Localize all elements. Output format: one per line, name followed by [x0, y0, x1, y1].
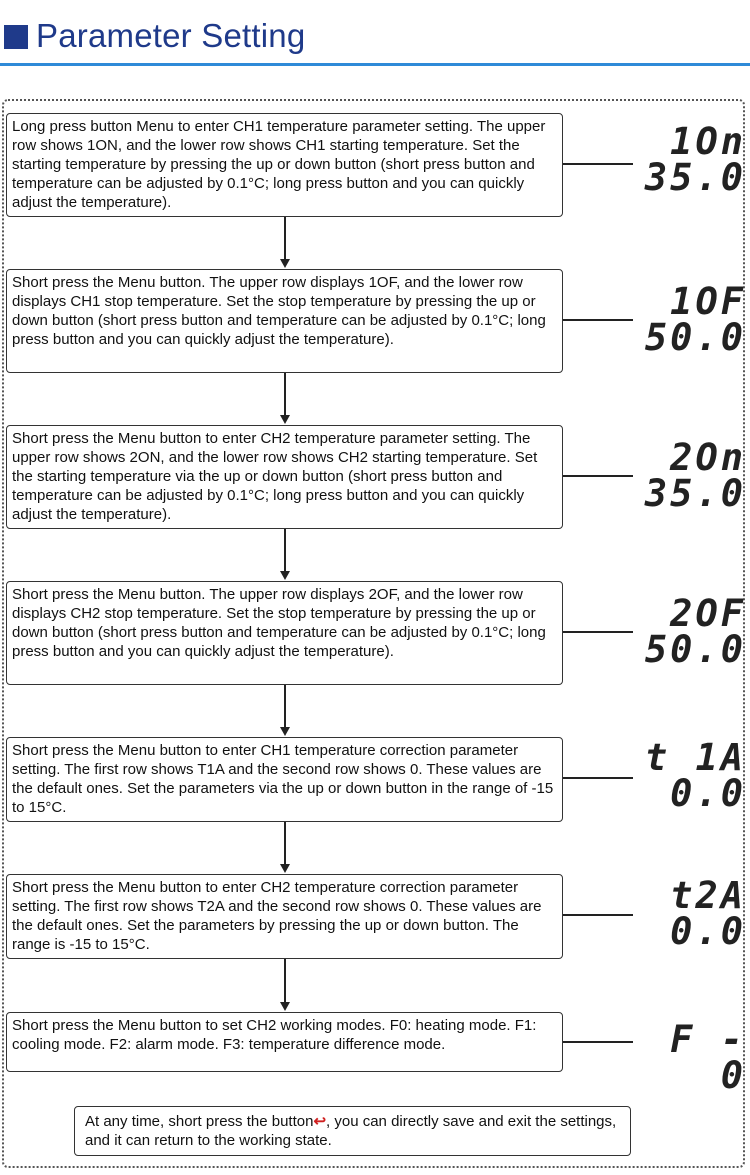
step-2-display-top: 1OF [670, 280, 746, 323]
arrow-1-line [284, 217, 286, 259]
step-5-box [6, 737, 563, 822]
step-7-text: Short press the Menu button to set CH2 working modes. F0: heating mode. F1: cooling mode. F2: alarm mode. F3: temperature difference mode. [12, 1017, 537, 1053]
arrow-5-line [284, 822, 286, 864]
step-2-display-bottom: 50.0 [644, 316, 746, 359]
step-3-display-bottom: 35.0 [644, 472, 746, 515]
step-6-display-top: t2A [670, 874, 746, 917]
step-6-box [6, 874, 563, 959]
arrow-6-line [284, 959, 286, 1002]
step-1-text: Long press button Menu to enter CH1 temperature parameter setting. The upper row shows 1ON, and the lower row shows CH1 starting temperature. Set the starting temperature by pressing the up or down button (short press button and temperature can be adjusted by 0.1°C; long press button and you can quickly adjust the temperature). [12, 118, 546, 211]
step-2-box [6, 269, 563, 373]
step-3-display [636, 436, 746, 515]
arrow-down-icon [280, 415, 290, 424]
arrow-down-icon [280, 727, 290, 736]
arrow-3-line [284, 529, 286, 571]
step-2-text: Short press the Menu button. The upper row displays 1OF, and the lower row displays CH1 stop temperature. Set the stop temperature by pressing the up or down button (short press button and temperature can be adjusted by 0.1°C; long press button and you can quickly adjust the temperature). [12, 274, 546, 348]
page-header [0, 0, 750, 68]
step-4-display [636, 592, 746, 671]
page-title: Parameter Setting [36, 17, 306, 54]
step-3-connector [563, 475, 633, 477]
step-7-connector [563, 1041, 633, 1043]
arrow-down-icon [280, 1002, 290, 1011]
arrow-4-line [284, 685, 286, 727]
step-1-connector [563, 163, 633, 165]
step-7-box [6, 1012, 563, 1072]
step-1-box [6, 113, 563, 217]
note-text-before: At any time, short press the button [85, 1113, 314, 1130]
step-4-text: Short press the Menu button. The upper row displays 2OF, and the lower row displays CH2 stop temperature. Set the stop temperature by pressing the up or down button (short press button and temperature can be adjusted by 0.1°C; long press button and you can quickly adjust the temperature). [12, 586, 546, 660]
step-5-display [636, 736, 746, 815]
arrow-down-icon [280, 571, 290, 580]
step-2-display [636, 280, 746, 359]
step-6-display-bottom: 0.0 [670, 910, 746, 953]
title-square-icon [4, 25, 28, 49]
step-2-connector [563, 319, 633, 321]
step-5-display-bottom: 0.0 [670, 772, 746, 815]
step-5-text: Short press the Menu button to enter CH1 temperature correction parameter setting. The first row shows T1A and the second row shows 0. These values are the default ones. Set the parameters via the up or down button in the range of -15 to 15°C. [12, 742, 554, 816]
step-5-display-top: t 1A [644, 736, 746, 779]
enter-return-icon: ↩ [313, 1113, 327, 1130]
arrow-down-icon [280, 864, 290, 873]
step-3-box [6, 425, 563, 529]
step-4-display-top: 2OF [670, 592, 746, 635]
save-exit-note [74, 1106, 631, 1156]
step-4-box [6, 581, 563, 685]
step-1-display-top: 1On [670, 120, 746, 163]
arrow-2-line [284, 373, 286, 415]
step-1-display-bottom: 35.0 [644, 156, 746, 199]
note-text-after: , you can directly save and exit the settings, and it can return to the working state. [85, 1113, 617, 1149]
step-7-display [636, 1018, 746, 1097]
step-1-display [636, 120, 746, 199]
step-6-text: Short press the Menu button to enter CH2 temperature correction parameter setting. The first row shows T2A and the second row shows 0. These values are the default ones. Set the parameters by pressing the up or down button. The range is -15 to 15°C. [12, 879, 542, 953]
step-6-display [636, 874, 746, 953]
header-underline [0, 63, 750, 66]
step-4-connector [563, 631, 633, 633]
step-5-connector [563, 777, 633, 779]
arrow-down-icon [280, 259, 290, 268]
step-4-display-bottom: 50.0 [644, 628, 746, 671]
step-3-text: Short press the Menu button to enter CH2 temperature parameter setting. The upper row shows 2ON, and the lower row shows CH2 starting temperature. Set the starting temperature via the up or down button (short press button and temperature can be adjusted by 0.1°C; long press button and you can quickly adjust the temperature). [12, 430, 538, 523]
step-7-display-top: F - 0 [670, 1018, 746, 1097]
step-3-display-top: 2On [670, 436, 746, 479]
step-6-connector [563, 914, 633, 916]
